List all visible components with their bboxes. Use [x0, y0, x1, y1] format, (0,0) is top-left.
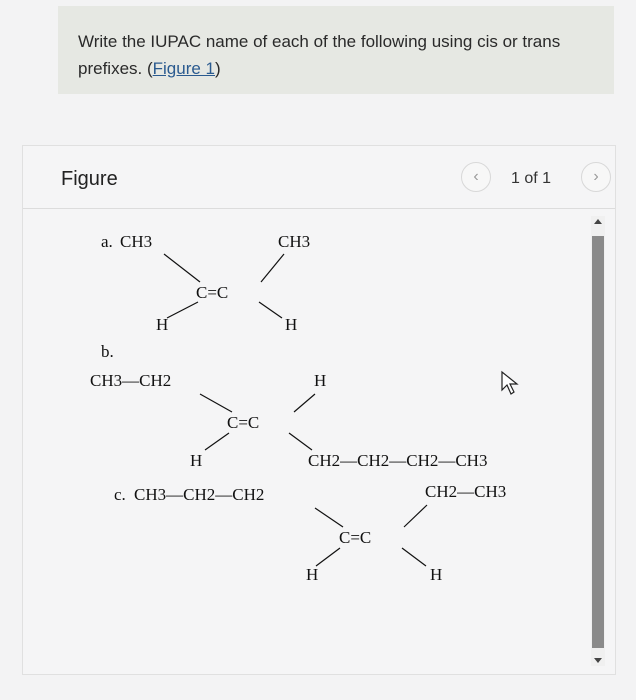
- structure-c-top-right: CH2—CH3: [425, 482, 507, 501]
- figure-title: Figure: [61, 168, 118, 190]
- structure-c-bottom-left: H: [306, 565, 319, 584]
- structure-c-top-left: CH3—CH2—CH2: [134, 485, 265, 504]
- question-text-end: ): [215, 59, 221, 78]
- structure-b-bottom-left: H: [190, 451, 203, 470]
- structure-b-label: b.: [101, 342, 114, 361]
- structure-c-label: c.: [114, 485, 126, 504]
- structure-b-double-bond: C=C: [227, 413, 260, 432]
- bond-line: [261, 254, 284, 282]
- chevron-left-icon: ‹: [473, 168, 479, 185]
- structure-c: [114, 482, 506, 584]
- bond-line: [259, 302, 282, 318]
- bond-line: [200, 394, 232, 412]
- bond-line: [294, 394, 315, 412]
- bond-line: [404, 505, 427, 527]
- structure-a: [101, 232, 310, 334]
- structure-b: [90, 342, 487, 470]
- structure-c-double-bond: C=C: [339, 528, 372, 547]
- chevron-right-icon: ›: [593, 168, 599, 185]
- structure-a-double-bond: C=C: [196, 283, 229, 302]
- bond-line: [402, 548, 426, 566]
- bond-line: [289, 433, 312, 450]
- structure-b-bottom-right: CH2—CH2—CH2—CH3: [308, 451, 488, 470]
- structure-a-label: a.: [101, 232, 113, 251]
- bond-line: [316, 548, 340, 566]
- structure-a-top-right: CH3: [278, 232, 311, 251]
- structure-a-bottom-left: H: [156, 315, 169, 334]
- question-text: Write the IUPAC name of each of the following using cis or trans prefixes. (: [78, 32, 561, 78]
- bond-line: [205, 433, 229, 450]
- figure-page-indicator: 1 of 1: [511, 170, 552, 187]
- structure-b-top-left: CH3—CH2: [90, 371, 172, 390]
- structure-c-bottom-right: H: [430, 565, 443, 584]
- figure-link[interactable]: Figure 1: [152, 59, 216, 78]
- mouse-pointer-icon: [500, 370, 520, 396]
- bond-line: [164, 254, 200, 282]
- bond-line: [315, 508, 343, 527]
- bond-line: [167, 302, 198, 318]
- structure-a-top-left: CH3: [120, 232, 153, 251]
- structure-b-top-right: H: [314, 371, 327, 390]
- structure-a-bottom-right: H: [285, 315, 298, 334]
